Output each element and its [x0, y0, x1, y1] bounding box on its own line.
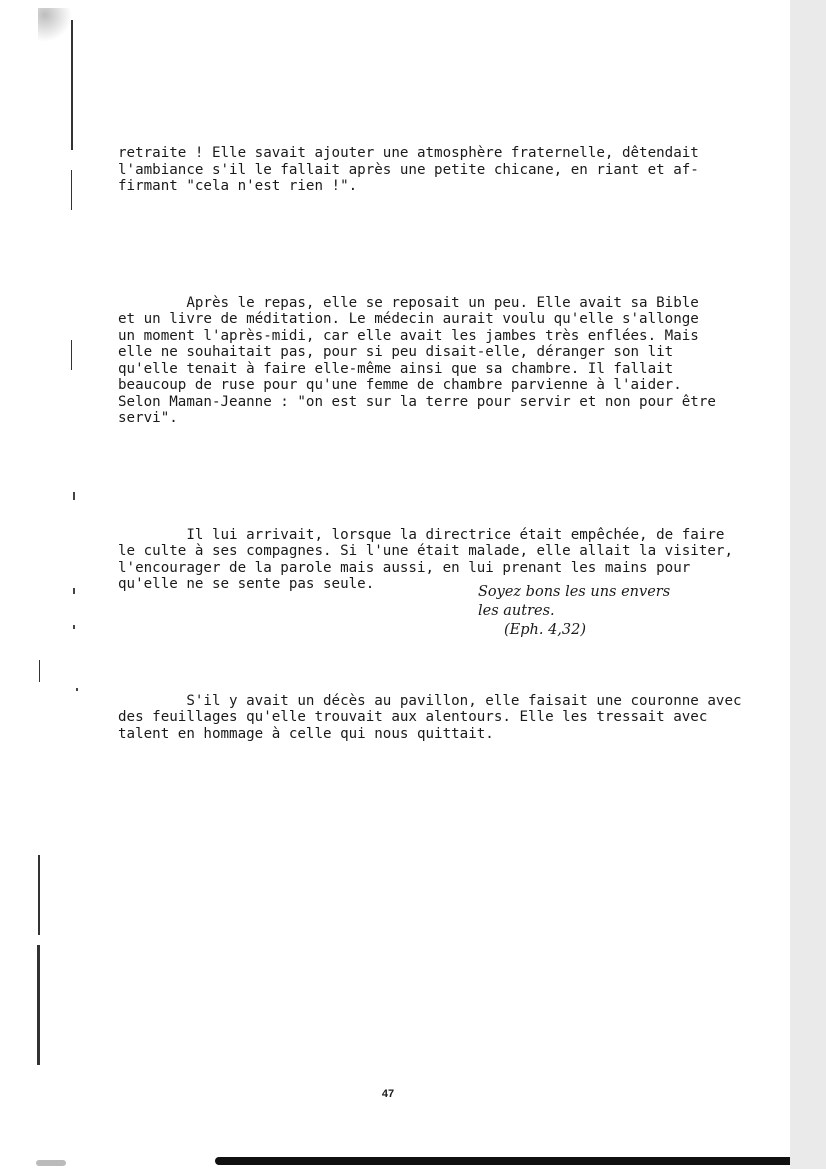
scan-smudge	[38, 8, 72, 42]
text-line: elle ne souhaitait pas, pour si peu disait-elle, déranger son lit	[118, 344, 674, 360]
body-text	[118, 112, 748, 775]
text-line: Après le repas, elle se reposait un peu. Elle avait sa Bible	[118, 294, 699, 311]
text-line: qu'elle ne se sente pas seule.	[118, 576, 375, 592]
quote-reference: (Eph. 4,32)	[504, 622, 587, 638]
scan-speck	[73, 588, 75, 594]
text-line: le culte à ses compagnes. Si l'une était malade, elle allait la visiter,	[118, 543, 733, 559]
text-line: beaucoup de ruse pour qu'une femme de chambre parvienne à l'aider.	[118, 377, 682, 393]
scan-speck	[73, 492, 75, 500]
quote-line: les autres.	[478, 603, 555, 619]
text-line: Il lui arrivait, lorsque la directrice était empêchée, de faire	[118, 526, 725, 543]
scan-speck	[76, 688, 78, 691]
text-line: Selon Maman-Jeanne : "on est sur la terre pour servir et non pour être	[118, 393, 716, 410]
scanner-margin	[790, 0, 826, 1169]
page-number: 47	[381, 1088, 395, 1100]
binding-edge-line	[71, 170, 72, 210]
text-line: et un livre de méditation. Le médecin aurait voulu qu'elle s'allonge	[118, 311, 699, 327]
text-line: l'encourager de la parole mais aussi, en lui prenant les mains pour	[118, 559, 691, 576]
text-line: servi".	[118, 410, 178, 426]
bible-quote	[478, 583, 670, 640]
text-line: S'il y avait un décès au pavillon, elle faisait une couronne avec	[118, 692, 742, 709]
text-line: qu'elle tenait à faire elle-même ainsi que sa chambre. Il fallait	[118, 360, 674, 377]
binding-edge-line	[37, 945, 40, 1065]
scan-speck	[73, 625, 75, 629]
text-line: retraite ! Elle savait ajouter une atmosphère fraternelle, dêtendait	[118, 145, 699, 161]
text-line: un moment l'après-midi, car elle avait les jambes très enflées. Mais	[118, 327, 699, 344]
quote-line: Soyez bons les uns envers	[478, 584, 671, 600]
text-line: l'ambiance s'il le fallait après une petite chicane, en riant et af-	[118, 161, 699, 178]
paragraph	[118, 295, 748, 427]
scan-edge-shadow	[215, 1157, 790, 1165]
text-line: des feuillages qu'elle trouvait aux alentours. Elle les tressait avec	[118, 709, 708, 725]
binding-edge-line	[71, 340, 72, 370]
scan-smudge	[36, 1160, 66, 1166]
text-line: firmant "cela n'est rien !".	[118, 178, 358, 194]
binding-edge-line	[71, 20, 73, 150]
binding-edge-line	[38, 855, 40, 935]
text-line: talent en hommage à celle qui nous quittait.	[118, 725, 494, 742]
binding-edge-line	[39, 660, 40, 682]
paragraph	[118, 693, 748, 743]
paragraph	[118, 145, 748, 195]
